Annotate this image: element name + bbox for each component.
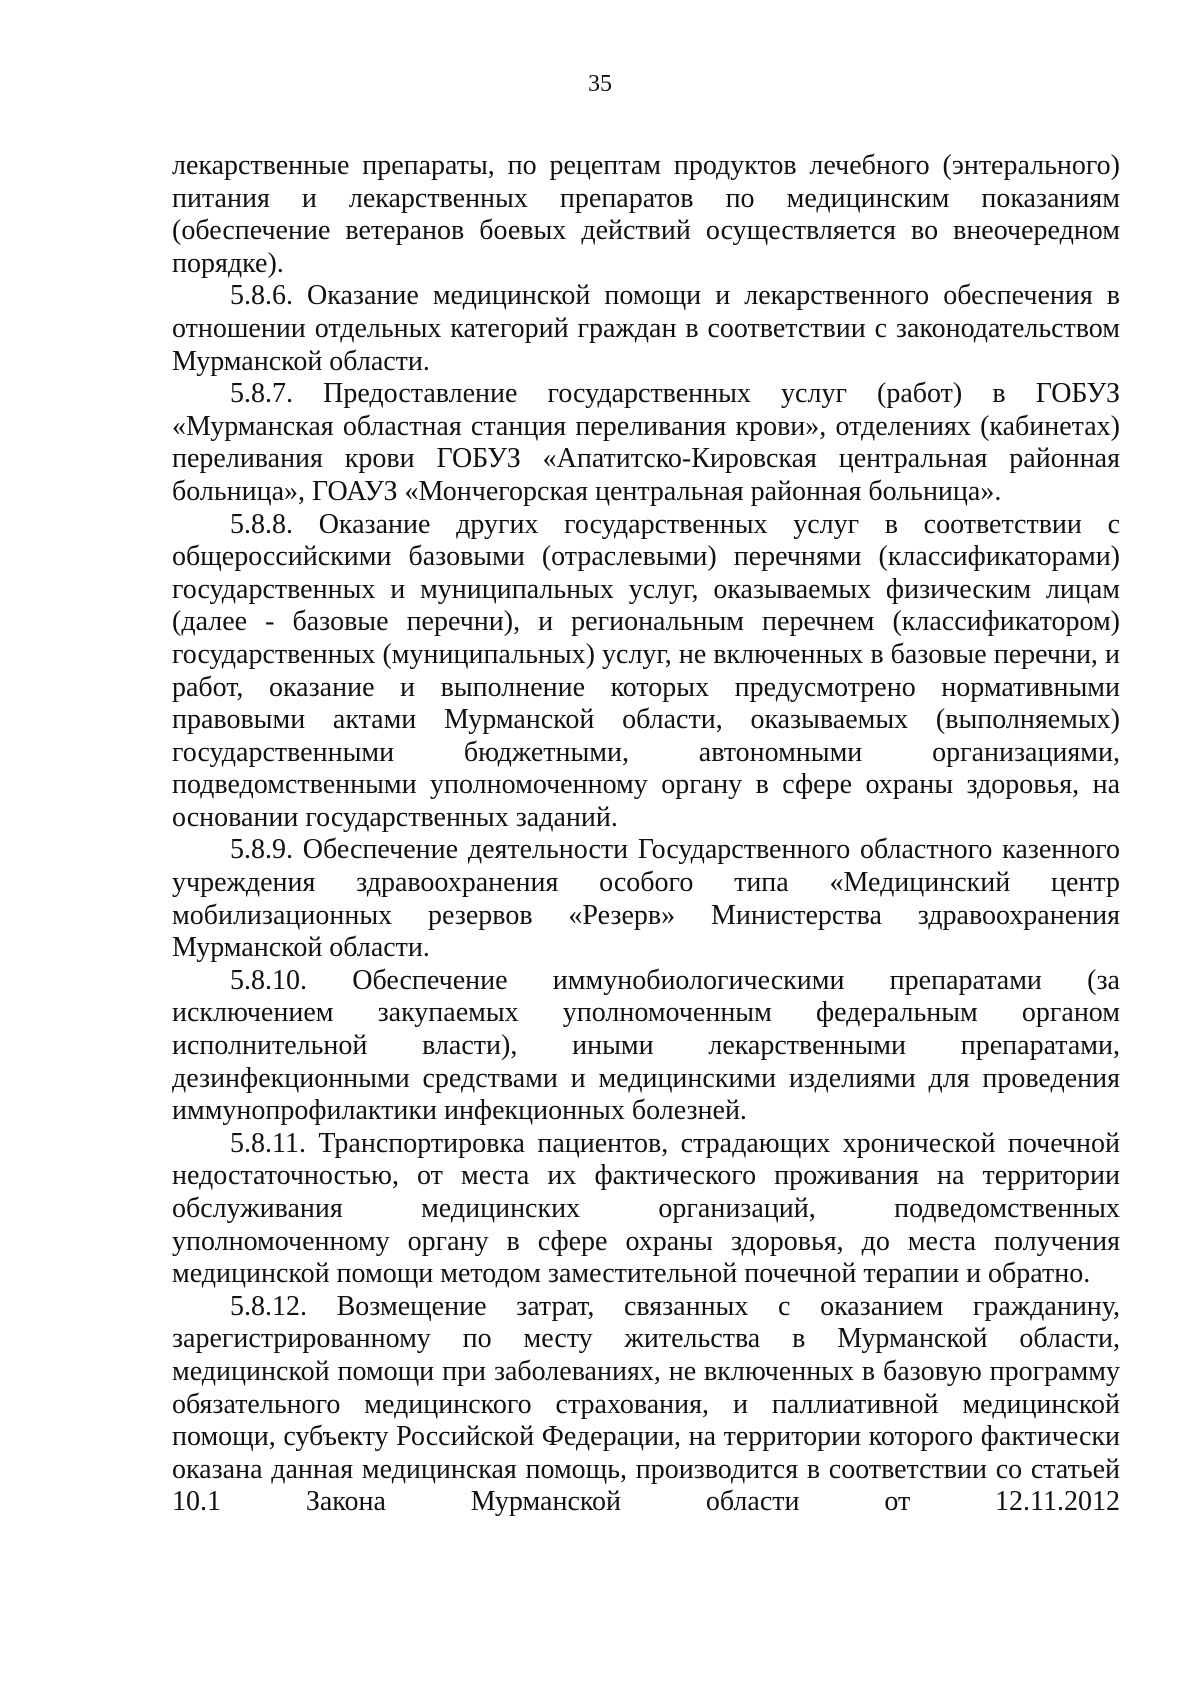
paragraph-5-8-11: 5.8.11. Транспортировка пациентов, страдающих хронической почечной недостаточностью, от места их фактического проживания на территории обслуживания медицинских организаций, подведомственных уполномоченному органу в сфере охраны здоровья, до места получения медицинской помощи методом заместительной почечной терапии и обратно. — [172, 1127, 1120, 1290]
page-number: 35 — [588, 71, 612, 97]
paragraph-5-8-7: 5.8.7. Предоставление государственных услуг (работ) в ГОБУЗ «Мурманская областная станция переливания крови», отделениях (кабинетах) переливания крови ГОБУЗ «Апатитско-Кировская центральная районная больница», ГОАУЗ «Мончегорская центральная районная больница». — [172, 378, 1120, 507]
paragraph-5-8-6: 5.8.6. Оказание медицинской помощи и лекарственного обеспечения в отношении отдельных категорий граждан в соответствии с законодательством Мурманской области. — [172, 280, 1120, 377]
paragraph-5-8-9: 5.8.9. Обеспечение деятельности Государственного областного казенного учреждения здравоохранения особого типа «Медицинский центр мобилизационных резервов «Резерв» Министерства здравоохранения Мурманской области. — [172, 834, 1120, 964]
paragraph-continuation: лекарственные препараты, по рецептам продуктов лечебного (энтерального) питания и лекарственных препаратов по медицинским показаниям (обеспечение ветеранов боевых действий осуществляется во внеочередном порядке). — [172, 150, 1120, 279]
paragraph-5-8-12: 5.8.12. Возмещение затрат, связанных с оказанием гражданину, зарегистрированному по месту жительства в Мурманской области, медицинской помощи при заболеваниях, не включенных в базовую программу обязательного медицинского страхования, и паллиативной медицинской помощи, субъекту Российской Федерации, на территории которого фактически оказана данная медицинская помощь, производится в соответствии со статьей 10.1 Закона Мурманской области от 12.11.2012 — [172, 1290, 1120, 1518]
paragraph-5-8-8: 5.8.8. Оказание других государственных услуг в соответствии с общероссийскими базовыми (отраслевыми) перечнями (классификаторами) государственных и муниципальных услуг, оказываемых физическим лицам (далее - базовые перечни), и региональным перечнем (классификатором) государственных (муниципальных) услуг, не включенных в базовые перечни, и работ, оказание и выполнение которых предусмотрено нормативными правовыми актами Мурманской области, оказываемых (выполняемых) государственными бюджетными, автономными организациями, подведомственными уполномоченному органу в сфере охраны здоровья, на основании государственных заданий. — [172, 508, 1120, 833]
paragraph-5-8-10: 5.8.10. Обеспечение иммунобиологическими препаратами (за исключением закупаемых уполномоченным федеральным органом исполнительной власти), иными лекарственными препаратами, дезинфекционными средствами и медицинскими изделиями для проведения иммунопрофилактики инфекционных болезней. — [172, 964, 1120, 1127]
document-body — [172, 150, 1120, 1519]
